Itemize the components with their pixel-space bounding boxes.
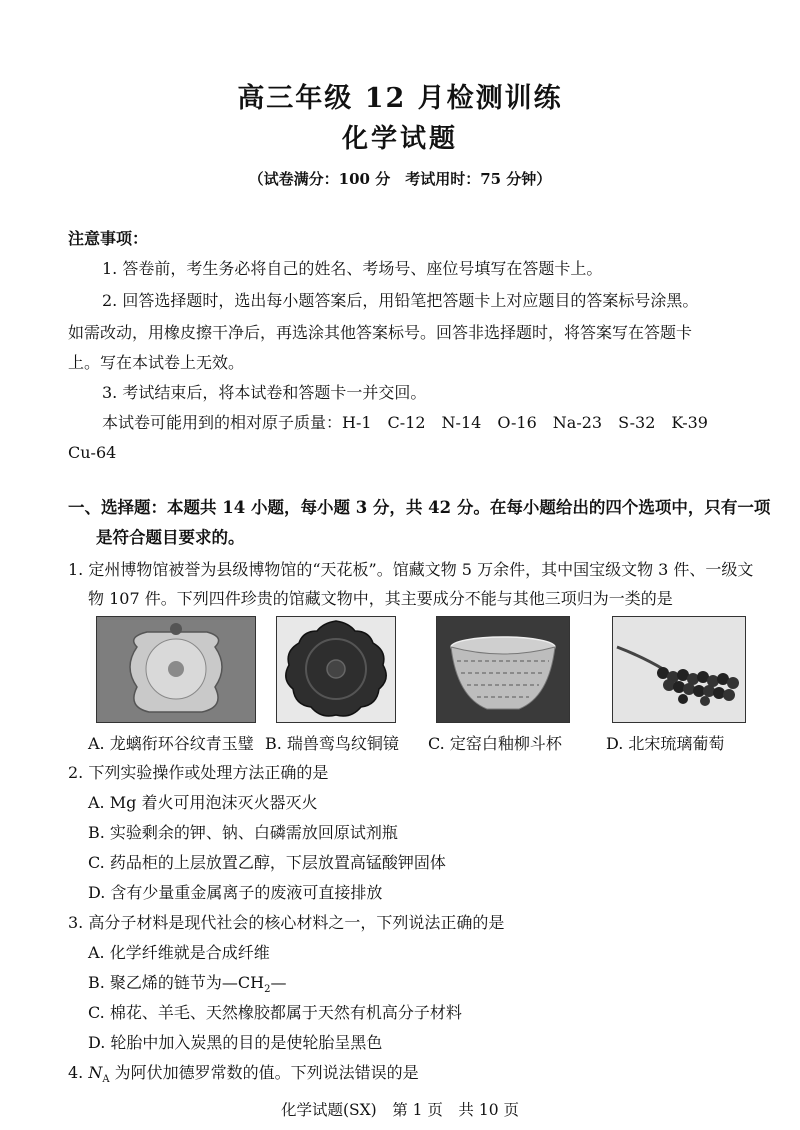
q1-caption-c: C. 定窑白釉柳斗杯 [428,734,562,753]
glass-grapes-image [612,616,746,723]
q4-stem [68,1062,419,1091]
q4-stem-text: 为阿伏加德罗常数的值。下列说法错误的是 [109,1063,419,1082]
notice-item-2-line-1: 2. 回答选择题时，选出每小题答案后，用铅笔把答题卡上对应题目的答案标号涂黑。 [102,291,699,310]
notice-heading: 注意事项： [68,229,149,248]
avogadro-symbol: N [88,1063,103,1082]
section-heading-line-2: 是符合题目要求的。 [96,528,245,547]
atomic-mass-line-2: Cu-64 [68,443,117,462]
q3-option-b-suffix: — [270,973,287,992]
q3-option-b [88,972,287,1001]
section-heading-line-1: 一、选择题：本题共 14 小题，每小题 3 分，共 42 分。在每小题给出的四个选项中，只有一项 [68,498,771,517]
q1-caption-b: B. 瑞兽鸾鸟纹铜镜 [265,734,399,753]
q3-option-c: C. 棉花、羊毛、天然橡胶都属于天然有机高分子材料 [88,1003,462,1022]
q2-option-b: B. 实验剩余的钾、钠、白磷需放回原试剂瓶 [88,823,398,842]
bronze-mirror-image [276,616,396,723]
q1-stem-line-1: 1. 定州博物馆被誉为县级博物馆的“天花板”。馆藏文物 5 万余件，其中国宝级文物 3 件、一级文 [68,560,754,579]
subject-title: 化学试题 [341,124,458,154]
q3-option-a: A. 化学纤维就是合成纤维 [88,943,270,962]
q1-stem-line-2: 物 107 件。下列四件珍贵的馆藏文物中，其主要成分不能与其他三项归为一类的是 [88,589,673,608]
q2-stem: 2. 下列实验操作或处理方法正确的是 [68,763,329,782]
exam-info: （试卷满分：100 分 考试用时：75 分钟） [248,170,552,188]
exam-title: 高三年级 12 月检测训练 [237,83,563,114]
q4-number: 4. [68,1063,84,1082]
q3-option-b-prefix: B. 聚乙烯的链节为—CH [88,973,265,992]
page-footer: 化学试题(SX) 第 1 页 共 10 页 [280,1101,520,1119]
atomic-mass-line-1: 本试卷可能用到的相对原子质量：H-1 C-12 N-14 O-16 Na-23 S-32 K-39 [102,413,708,432]
q3-stem: 3. 高分子材料是现代社会的核心材料之一，下列说法正确的是 [68,913,505,932]
jade-bi-disc-image [96,616,256,723]
q2-option-a: A. Mg 着火可用泡沫灭火器灭火 [88,793,318,812]
q1-caption-a: A. 龙螭衔环谷纹青玉璧 [88,734,254,753]
q2-option-c: C. 药品柜的上层放置乙醇，下层放置高锰酸钾固体 [88,853,446,872]
notice-item-2-line-3: 上。写在本试卷上无效。 [68,353,245,372]
q2-option-d: D. 含有少量重金属离子的废液可直接排放 [88,883,383,902]
avogadro-subscript: A [102,1074,110,1086]
notice-item-3: 3. 考试结束后，将本试卷和答题卡一并交回。 [102,383,427,402]
notice-item-2-line-2: 如需改动，用橡皮擦干净后，再选涂其他答案标号。回答非选择题时，将答案写在答题卡 [68,323,693,342]
q3-option-d: D. 轮胎中加入炭黑的目的是使轮胎呈黑色 [88,1033,383,1052]
q3-option-b-subscript: 2 [264,984,271,996]
q1-caption-d: D. 北宋琉璃葡萄 [606,734,725,753]
notice-item-1: 1. 答卷前，考生务必将自己的姓名、考场号、座位号填写在答题卡上。 [102,259,603,278]
ding-kiln-cup-image [436,616,570,723]
